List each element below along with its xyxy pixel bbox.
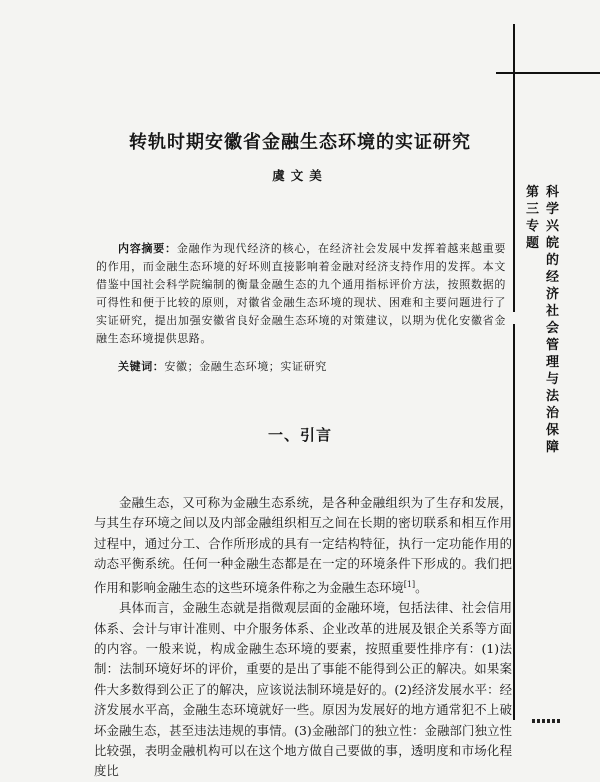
citation-ref[interactable]: [1] [403, 579, 416, 589]
side-rule-gap [512, 312, 516, 324]
keywords-label: 关键词： [118, 360, 165, 373]
section-heading: 一、引言 [267, 426, 332, 444]
keywords [118, 358, 498, 376]
abstract-text: 金融作为现代经济的核心，在经济社会发展中发挥着越来越重要的作用，而金融生态环境的好坏则直接影响着金融对经济支持作用的发挥。本文借鉴中国社会科学院编制的衡量金融生态的九个通用指标评价方法，按照数据的可得性和便于比较的原则，对徽省金融生态环境的现状、困难和主要问题进行了实证研究，提出加强安徽省良好金融生态环境的对策建议，以期为优化安徽省金融生态环境提供思路。 [96, 242, 506, 345]
keywords-text: 安徽；金融生态环境；实证研究 [164, 360, 327, 373]
abstract-label: 内容摘要： [118, 242, 177, 255]
article-author: 虞文美 [272, 168, 328, 183]
abstract [96, 240, 506, 348]
page-edge-mark [532, 719, 562, 723]
body-paragraph [94, 493, 512, 598]
series-label: 科学兴皖的经济社会管理与法治保障 [546, 185, 562, 455]
body-paragraph: 具体而言，金融生态就是指微观层面的金融环境，包括法律、社会信用体系、会计与审计准则、中介服务体系、企业改革的进展及银企关系等方面的内容。一般来说，构成金融生态环境的要素，按照重要性排序有：(1)法制：法制环境好坏的评价，重要的是出了事能不能得到公正的解决。如果案件大多数得到公正了的解决，应该说法制环境是好的。(2)经济发展水平：经济发展水平高，金融生态环境就好一些。原因为发展好的地方通常犯不上破坏金融生态，甚至违法违规的事情。(3)金融部门的独立性：金融部门独立性比较强，表明金融机构可以在这个地方做自己要做的事，透明度和市场化程度比 [94, 600, 512, 779]
body-text [94, 493, 512, 782]
paragraph-1-end: 。 [415, 579, 428, 595]
top-rule [496, 72, 600, 74]
paragraph-1-text: 金融生态，又可称为金融生态系统，是各种金融组织为了生存和发展，与其生存环境之间以及内部金融组织相互之间在长期的密切联系和相互作用过程中，通过分工、合作所形成的具有一定结构特征，执行一定功能作用的动态平衡系统。任何一种金融生态都是在一定的环境条件下形成的。我们把作用和影响金融生态的这些环境条件称之为金融生态环境 [94, 495, 512, 595]
section-label: 第三专题 [526, 185, 542, 251]
article-title: 转轨时期安徽省金融生态环境的实证研究 [129, 132, 471, 153]
